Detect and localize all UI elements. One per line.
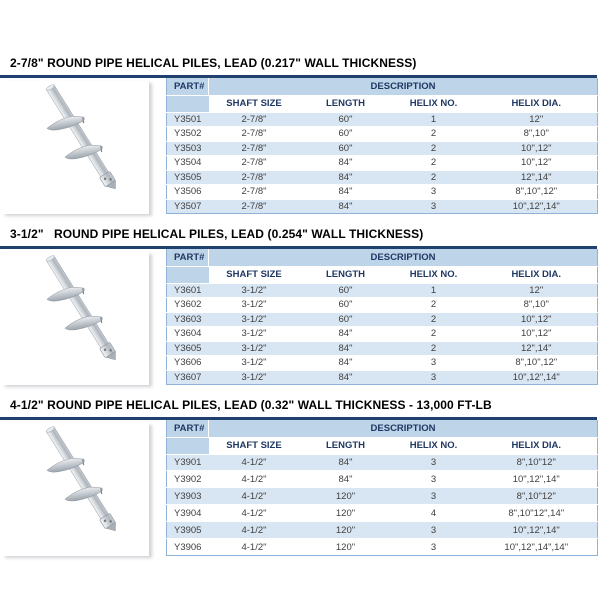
part-number-cell: Y3605 [167,341,209,356]
spec-value-cell: 60" [300,312,392,327]
spec-value-cell: 3 [392,471,476,488]
spec-value-cell: 1 [392,283,476,298]
spec-value-cell: 2-7/8" [209,127,300,142]
spec-value-cell: 4-1/2" [209,522,300,539]
spec-row [167,127,598,142]
spec-table-body [167,454,598,556]
spec-table [166,420,598,556]
spec-value-cell: 2 [392,127,476,142]
spec-value-cell: 3-1/2" [209,341,300,356]
spec-value-cell: 2-7/8" [209,185,300,200]
spec-value-cell: 10",12" [476,327,598,342]
part-number-cell: Y3604 [167,327,209,342]
part-number-cell: Y3606 [167,356,209,371]
part-number-cell: Y3903 [167,488,209,505]
part-number-cell: Y3505 [167,170,209,185]
product-section-3-1-2 [0,227,600,385]
part-number-cell: Y3504 [167,156,209,171]
part-number-cell: Y3904 [167,505,209,522]
length-header: LENGTH [300,437,392,454]
spec-value-cell: 120" [300,505,392,522]
helix-no-header: HELIX NO. [392,95,476,112]
spec-value-cell: 2 [392,156,476,171]
spec-value-cell: 2 [392,341,476,356]
helical-pile-figure [2,423,149,556]
helical-pile-figure [2,252,149,385]
spec-value-cell: 2 [392,170,476,185]
spec-row [167,327,598,342]
spec-value-cell: 84" [300,170,392,185]
spec-value-cell: 120" [300,539,392,556]
spec-value-cell: 84" [300,370,392,385]
spec-value-cell: 10",12",14",14" [476,539,598,556]
part-number-cell: Y3901 [167,454,209,471]
spec-row [167,312,598,327]
spec-value-cell: 12",14" [476,170,598,185]
helix-dia-header: HELIX DIA. [476,95,598,112]
spec-value-cell: 4-1/2" [209,454,300,471]
spec-value-cell: 3 [392,488,476,505]
spec-table [166,78,598,214]
section-title: 4-1/2" ROUND PIPE HELICAL PILES, LEAD (0.32" WALL THICKNESS - 13,000 FT-LB [10,398,492,412]
spec-value-cell: 120" [300,488,392,505]
spec-value-cell: 60" [300,127,392,142]
spec-row [167,141,598,156]
spec-value-cell: 84" [300,356,392,371]
spec-row [167,370,598,385]
spec-value-cell: 3-1/2" [209,327,300,342]
spec-value-cell: 3 [392,539,476,556]
spec-value-cell: 8",10" [476,127,598,142]
figure-column [0,420,166,556]
spec-value-cell: 3-1/2" [209,298,300,313]
helical-pile-image [2,252,149,385]
spec-value-cell: 12" [476,112,598,127]
spec-value-cell: 4 [392,505,476,522]
description-header: DESCRIPTION [209,249,598,266]
spec-table [166,249,598,385]
spec-row [167,522,598,539]
spec-value-cell: 10",12",14" [476,471,598,488]
spec-value-cell: 2-7/8" [209,141,300,156]
part-number-cell: Y3501 [167,112,209,127]
spec-value-cell: 10",12",14" [476,370,598,385]
section-body [0,75,597,214]
spec-value-cell: 2-7/8" [209,170,300,185]
spec-value-cell: 4-1/2" [209,539,300,556]
part-number-cell: Y3503 [167,141,209,156]
spec-value-cell: 84" [300,471,392,488]
spec-value-cell: 2 [392,327,476,342]
spec-value-cell: 2-7/8" [209,156,300,171]
spec-value-cell: 8",10" [476,298,598,313]
spec-row [167,185,598,200]
spec-row [167,356,598,371]
spec-value-cell: 10",12" [476,312,598,327]
spec-value-cell: 3-1/2" [209,312,300,327]
spec-row [167,199,598,214]
spec-value-cell: 12",14" [476,341,598,356]
spec-row [167,156,598,171]
helical-pile-image [2,423,149,556]
spec-value-cell: 3 [392,454,476,471]
spec-value-cell: 2-7/8" [209,199,300,214]
spec-value-cell: 8",10"12",14" [476,505,598,522]
part-number-header: PART# [167,249,209,266]
helical-pile-figure [2,81,149,214]
spec-value-cell: 60" [300,298,392,313]
description-header: DESCRIPTION [209,420,598,437]
section-title: 3-1/2" ROUND PIPE HELICAL PILES, LEAD (0.254" WALL THICKNESS) [10,227,424,241]
part-number-header: PART# [167,78,209,95]
spec-value-cell: 3 [392,522,476,539]
spec-value-cell: 10",12",14" [476,522,598,539]
spec-value-cell: 4-1/2" [209,488,300,505]
spec-value-cell: 3-1/2" [209,356,300,371]
helical-pile-image [2,81,149,214]
description-header: DESCRIPTION [209,78,598,95]
shaft-size-header: SHAFT SIZE [209,95,300,112]
spec-table-header [167,78,598,112]
shaft-size-header: SHAFT SIZE [209,437,300,454]
spec-table-body [167,283,598,385]
part-number-cell: Y3601 [167,283,209,298]
figure-column [0,78,166,214]
spec-value-cell: 4-1/2" [209,471,300,488]
spec-row [167,283,598,298]
spec-row [167,471,598,488]
spec-row [167,539,598,556]
spec-value-cell: 84" [300,327,392,342]
spec-value-cell: 3 [392,199,476,214]
section-body [0,246,597,385]
spec-row [167,112,598,127]
spec-value-cell: 12" [476,283,598,298]
spec-value-cell: 8",10"12" [476,454,598,471]
spec-value-cell: 4-1/2" [209,505,300,522]
spec-value-cell: 8",10"12" [476,488,598,505]
part-number-cell: Y3906 [167,539,209,556]
section-body [0,417,597,556]
spec-value-cell: 10",12" [476,156,598,171]
spec-value-cell: 84" [300,454,392,471]
product-section-4-1-2 [0,398,600,556]
part-number-cell: Y3506 [167,185,209,200]
helix-dia-header: HELIX DIA. [476,266,598,283]
helix-no-header: HELIX NO. [392,266,476,283]
part-number-cell: Y3602 [167,298,209,313]
part-number-cell: Y3607 [167,370,209,385]
part-number-cell: Y3902 [167,471,209,488]
spec-value-cell: 2 [392,312,476,327]
spec-value-cell: 8",10",12" [476,185,598,200]
spec-value-cell: 60" [300,141,392,156]
spec-row [167,488,598,505]
spec-value-cell: 2 [392,141,476,156]
spec-row [167,341,598,356]
blank-header-cell [167,266,209,283]
spec-value-cell: 84" [300,341,392,356]
spec-value-cell: 60" [300,283,392,298]
spec-table-header [167,420,598,454]
part-number-cell: Y3502 [167,127,209,142]
spec-value-cell: 8",10",12" [476,356,598,371]
spec-value-cell: 84" [300,185,392,200]
helix-dia-header: HELIX DIA. [476,437,598,454]
spec-value-cell: 3 [392,356,476,371]
spec-value-cell: 3 [392,185,476,200]
part-number-header: PART# [167,420,209,437]
spec-row [167,170,598,185]
spec-value-cell: 3-1/2" [209,370,300,385]
part-number-cell: Y3507 [167,199,209,214]
part-number-cell: Y3603 [167,312,209,327]
spec-value-cell: 60" [300,112,392,127]
blank-header-cell [167,95,209,112]
spec-value-cell: 10",12" [476,141,598,156]
spec-value-cell: 120" [300,522,392,539]
length-header: LENGTH [300,266,392,283]
length-header: LENGTH [300,95,392,112]
figure-column [0,249,166,385]
part-number-cell: Y3905 [167,522,209,539]
spec-value-cell: 2 [392,298,476,313]
section-title: 2-7/8" ROUND PIPE HELICAL PILES, LEAD (0.217" WALL THICKNESS) [10,56,417,70]
spec-row [167,505,598,522]
spec-value-cell: 3-1/2" [209,283,300,298]
shaft-size-header: SHAFT SIZE [209,266,300,283]
spec-row [167,454,598,471]
product-section-2-7-8 [0,56,600,214]
spec-value-cell: 3 [392,370,476,385]
spec-table-header [167,249,598,283]
blank-header-cell [167,437,209,454]
spec-value-cell: 84" [300,156,392,171]
spec-value-cell: 10",12",14" [476,199,598,214]
spec-value-cell: 84" [300,199,392,214]
spec-value-cell: 2-7/8" [209,112,300,127]
spec-row [167,298,598,313]
spec-value-cell: 1 [392,112,476,127]
spec-table-body [167,112,598,214]
helix-no-header: HELIX NO. [392,437,476,454]
